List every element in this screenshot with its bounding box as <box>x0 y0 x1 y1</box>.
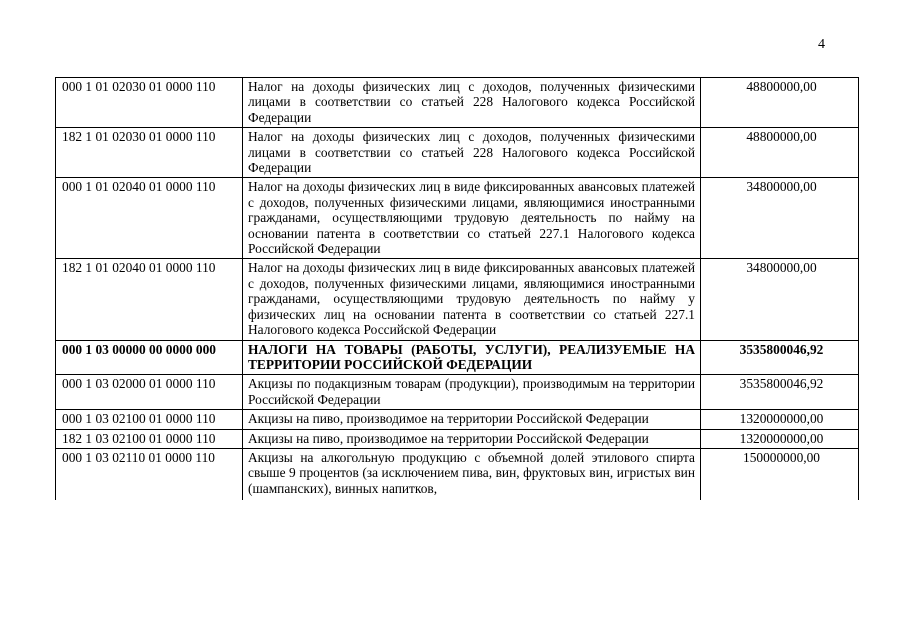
revenue-description: Налог на доходы физических лиц в виде фиксированных авансовых платежей с доходов, полученных физическими лицами, являющимися иностранными гражданами, осуществляющими трудовую деятельность по найму у физических лиц на основании патента в соответствии со статьей 227.1 Налогового кодекса Российской Федерации <box>243 259 701 340</box>
revenue-amount: 3535800046,92 <box>701 375 859 410</box>
revenue-description: Налог на доходы физических лиц с доходов, полученных физическими лицами в соответствии со статьей 228 Налогового кодекса Российской Федерации <box>243 128 701 178</box>
revenue-amount: 48800000,00 <box>701 128 859 178</box>
budget-classification-code: 000 1 01 02040 01 0000 110 <box>56 178 243 259</box>
revenue-description: Акцизы на алкогольную продукцию с объемной долей этилового спирта свыше 9 процентов (за исключением пива, вин, фруктовых вин, игристых вин (шампанских), винных напитков, <box>243 448 701 500</box>
revenue-description: Акцизы на пиво, производимое на территории Российской Федерации <box>243 410 701 429</box>
revenue-description: Акцизы по подакцизным товарам (продукции), производимым на территории Российской Федерации <box>243 375 701 410</box>
revenue-amount: 3535800046,92 <box>701 340 859 375</box>
revenue-description: Акцизы на пиво, производимое на территории Российской Федерации <box>243 429 701 448</box>
budget-classification-code: 182 1 01 02040 01 0000 110 <box>56 259 243 340</box>
revenue-description: НАЛОГИ НА ТОВАРЫ (РАБОТЫ, УСЛУГИ), РЕАЛИЗУЕМЫЕ НА ТЕРРИТОРИИ РОССИЙСКОЙ ФЕДЕРАЦИИ <box>243 340 701 375</box>
budget-classification-code: 000 1 03 02000 01 0000 110 <box>56 375 243 410</box>
page-number: 4 <box>818 37 825 52</box>
table-row-section-total <box>56 340 859 375</box>
table-row <box>56 78 859 128</box>
revenue-amount: 1320000000,00 <box>701 429 859 448</box>
revenue-amount: 150000000,00 <box>701 448 859 500</box>
revenue-amount: 1320000000,00 <box>701 410 859 429</box>
table-row <box>56 128 859 178</box>
budget-classification-code: 000 1 03 02100 01 0000 110 <box>56 410 243 429</box>
budget-classification-code: 000 1 01 02030 01 0000 110 <box>56 78 243 128</box>
revenue-description: Налог на доходы физических лиц с доходов, полученных физическими лицами в соответствии со статьей 228 Налогового кодекса Российской Федерации <box>243 78 701 128</box>
revenue-amount: 34800000,00 <box>701 178 859 259</box>
table-row <box>56 375 859 410</box>
budget-classification-code: 182 1 01 02030 01 0000 110 <box>56 128 243 178</box>
budget-classification-code: 000 1 03 00000 00 0000 000 <box>56 340 243 375</box>
budget-classification-code: 000 1 03 02110 01 0000 110 <box>56 448 243 500</box>
budget-classification-code: 182 1 03 02100 01 0000 110 <box>56 429 243 448</box>
table-row <box>56 178 859 259</box>
table-row <box>56 259 859 340</box>
revenue-amount: 34800000,00 <box>701 259 859 340</box>
budget-revenue-table <box>55 77 859 500</box>
table-row <box>56 429 859 448</box>
table-row <box>56 410 859 429</box>
table-row <box>56 448 859 500</box>
revenue-description: Налог на доходы физических лиц в виде фиксированных авансовых платежей с доходов, полученных физическими лицами, являющимися иностранными гражданами, осуществляющими трудовую деятельность по найму на основании патента в соответствии со статьей 227.1 Налогового кодекса Российской Федерации <box>243 178 701 259</box>
revenue-amount: 48800000,00 <box>701 78 859 128</box>
